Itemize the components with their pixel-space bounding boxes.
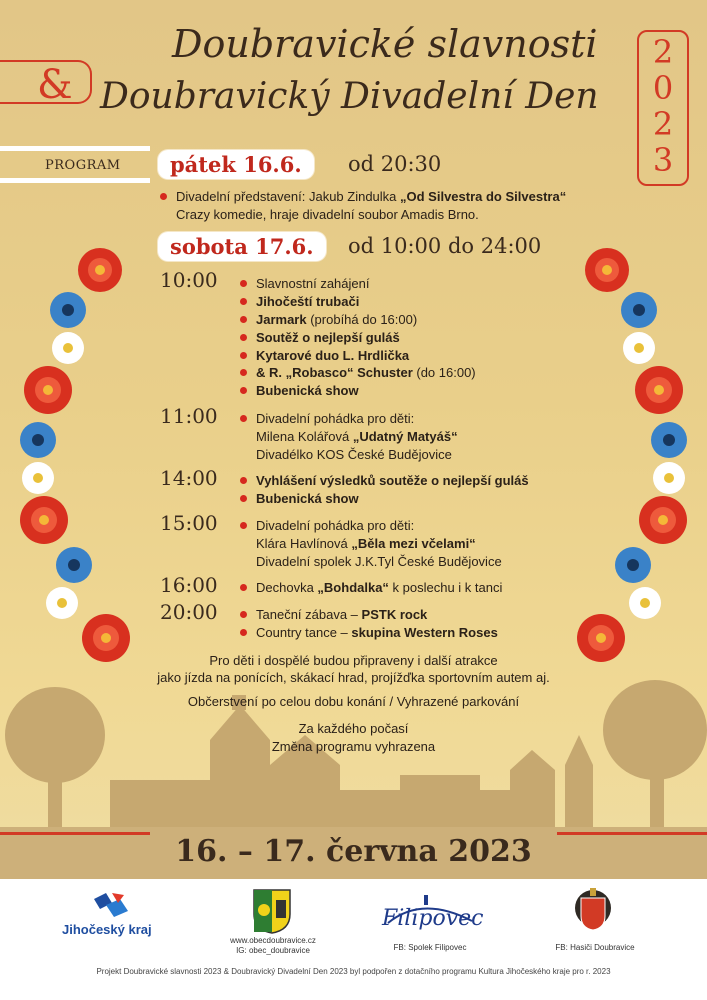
list-item: & R. „Robasco“ Schuster (do 16:00) — [240, 364, 476, 381]
time-14: 14:00 — [160, 466, 218, 490]
list-item: Taneční zábava – PSTK rock — [240, 606, 427, 623]
year-digit: 3 — [652, 141, 674, 179]
doubravice-web: www.obecdoubravice.cz — [230, 936, 316, 945]
list-item: Soutěž o nejlepší guláš — [240, 329, 400, 346]
divider-bar — [0, 146, 150, 151]
year-digit: 0 — [652, 69, 674, 107]
note-1: Pro děti i dospělé budou připraveny i další atrakce — [209, 653, 498, 668]
friday-item: Divadelní představení: Jakub Zindulka „Od Silvestra do Silvestra“ — [160, 188, 566, 205]
list-item-cont: Divadélko KOS České Budějovice — [256, 447, 452, 462]
year-digit: 2 — [652, 33, 674, 71]
time-10: 10:00 — [160, 268, 218, 292]
list-item: Divadelní pohádka pro děti: — [240, 410, 414, 427]
list-item: Vyhlášení výsledků soutěže o nejlepší guláš — [240, 472, 529, 489]
list-item: Bubenická show — [240, 490, 359, 507]
funding-note: Projekt Doubravické slavnosti 2023 & Doubravický Divadelní Den 2023 byl podpořen z dotačního programu Kultura Jihočeského kraje pro r. 2023 — [96, 967, 611, 976]
list-item: Divadelní pohádka pro děti: — [240, 517, 414, 534]
program-label: PROGRAM — [45, 158, 121, 173]
hasici-emblem — [568, 886, 618, 940]
saturday-day: sobota 17.6. — [158, 232, 326, 261]
ampersand: & — [37, 62, 73, 108]
list-item-cont: Milena Kolářová „Udatný Matyáš“ — [256, 429, 458, 444]
saturday-time: od 10:00 do 24:00 — [348, 234, 542, 258]
list-item: Country tance – skupina Western Roses — [240, 624, 498, 641]
time-20: 20:00 — [160, 600, 218, 624]
hasici-fb: FB: Hasiči Doubravice — [555, 943, 635, 952]
year-box — [637, 30, 689, 186]
doubravice-coat-of-arms — [252, 888, 292, 934]
doubravice-ig: IG: obec_doubravice — [236, 946, 310, 955]
time-11: 11:00 — [160, 404, 218, 428]
title-line-2: Doubravický Divadelní Den — [100, 76, 599, 117]
flower-garland-right — [567, 240, 707, 680]
title-line-1: Doubravické slavnosti — [172, 22, 598, 66]
note-2: jako jízda na ponících, skákací hrad, projížďka sportovním autem aj. — [157, 670, 550, 685]
friday-item-line2: Crazy komedie, hraje divadelní soubor Amadis Brno. — [176, 207, 479, 222]
filipovec-wordmark: Filipovec — [382, 906, 484, 931]
flower-garland-left — [0, 240, 140, 680]
jihocesky-kraj-label: Jihočeský kraj — [62, 922, 152, 937]
time-16: 16:00 — [160, 573, 218, 597]
ampersand-frame — [0, 60, 92, 104]
divider-bar — [0, 178, 150, 183]
event-dates: 16. – 17. června 2023 — [175, 834, 532, 869]
list-item: Kytarové duo L. Hrdlička — [240, 347, 409, 364]
year-digit: 2 — [652, 105, 674, 143]
friday-time: od 20:30 — [348, 152, 442, 176]
jihocesky-kraj-logo — [92, 893, 132, 919]
time-15: 15:00 — [160, 511, 218, 535]
list-item: Jarmark (probíhá do 16:00) — [240, 311, 417, 328]
note-3: Občerstvení po celou dobu konání / Vyhrazené parkování — [187, 694, 520, 709]
list-item: Bubenická show — [240, 382, 359, 399]
note-4: Za každého počasí — [298, 721, 409, 736]
note-5: Změna programu vyhrazena — [271, 739, 436, 754]
list-item: Dechovka „Bohdalka“ k poslechu i k tanci — [240, 579, 502, 596]
filipovec-fb: FB: Spolek Filipovec — [393, 943, 467, 952]
list-item-cont: Klára Havlínová „Běla mezi včelami“ — [256, 536, 476, 551]
list-item: Jihočeští trubači — [240, 293, 359, 310]
friday-day: pátek 16.6. — [158, 150, 314, 179]
list-item-cont: Divadelní spolek J.K.Tyl České Budějovice — [256, 554, 502, 569]
list-item: Slavnostní zahájení — [240, 275, 369, 292]
